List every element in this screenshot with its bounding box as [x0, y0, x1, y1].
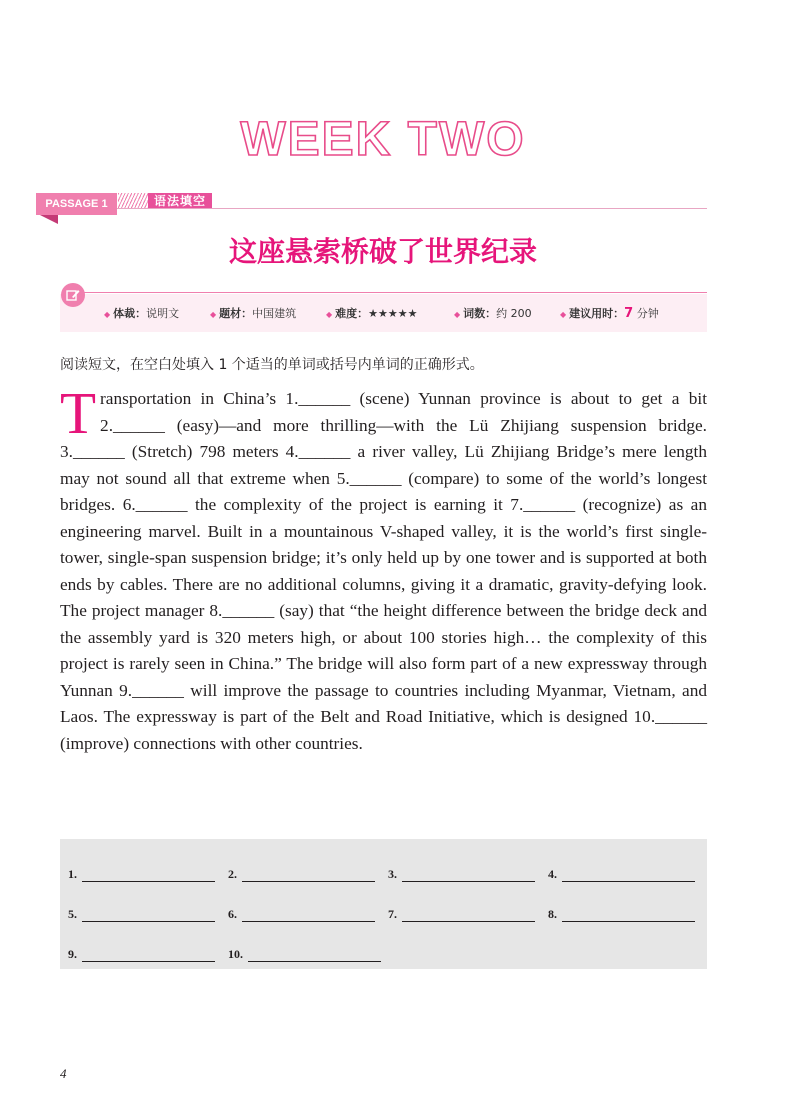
edit-icon — [61, 283, 85, 307]
bullet-icon: ◆ — [326, 310, 333, 319]
passage-label: PASSAGE 1 — [36, 193, 117, 215]
page-number: 4 — [60, 1066, 67, 1081]
answer-blank-10[interactable]: 10. — [228, 947, 381, 962]
passage-body — [60, 380, 707, 757]
info-word-count: ◆ 词数：约 200 — [454, 307, 532, 320]
bullet-icon: ◆ — [560, 310, 567, 319]
bullet-icon: ◆ — [104, 310, 111, 319]
bullet-icon: ◆ — [454, 310, 461, 319]
answer-blank-1[interactable]: 1. — [68, 867, 215, 882]
answer-blank-9[interactable]: 9. — [68, 947, 215, 962]
answer-blank-8[interactable]: 8. — [548, 907, 695, 922]
info-topic: ◆ 题材：中国建筑 — [210, 307, 297, 320]
answer-blank-6[interactable]: 6. — [228, 907, 375, 922]
answer-box — [60, 839, 707, 969]
info-suggested-time: ◆ 建议用时：7 分钟 — [560, 306, 659, 321]
hatch-decoration — [118, 193, 148, 208]
answer-blank-3[interactable]: 3. — [388, 867, 535, 882]
answer-blank-2[interactable]: 2. — [228, 867, 375, 882]
info-difficulty: ◆ 难度：★★★★★ — [326, 307, 418, 320]
info-genre: ◆ 体裁：说明文 — [104, 307, 180, 320]
passage-title: 这座悬索桥破了世界纪录 — [228, 235, 537, 268]
answer-blank-7[interactable]: 7. — [388, 907, 535, 922]
answer-blank-5[interactable]: 5. — [68, 907, 215, 922]
drop-cap: T — [60, 380, 97, 446]
passage-text: ransportation in China’s 1.______ (scene) Yunnan province is about to get a bit 2.______ (easy)—and more thrilling—with the Lü Zhijiang suspension bridge. 3.______ (Stretch) 798 meters 4.______ a river valley, Lü Zhijiang Bridge’s mere length may not sound all that extreme when 5.______ (compare) to some of the world’s longest bridges. 6.______ the complexity of the project is earning it 7.______ (recognize) as an engineering marvel. Built in a mountainous V-shaped valley, it is the world’s first single-tower, single-span suspension bridge; it’s only held up by one tower and is supported at both ends by cables. There are no additional columns, giving it a dramatic, gravity-defying look. The project manager 8.______ (say) that “the height difference between the bridge deck and the assembly yard is 320 meters high, or about 100 stories high… the complexity of this project is rarely seen in China.” The bridge will also form part of a new expressway through Yunnan 9.______ will improve the passage to countries including Myanmar, Vietnam, and Laos. The expressway is part of the Belt and Road Initiative, which is designed 10.______ (improve) connections with other countries. — [60, 389, 707, 753]
instructions: 阅读短文，在空白处填入 1 个适当的单词或括号内单词的正确形式。 — [60, 357, 484, 373]
info-divider — [84, 292, 707, 293]
exercise-type-tag: 语法填空 — [148, 193, 212, 208]
bullet-icon: ◆ — [210, 310, 217, 319]
passage-tab-fold — [40, 215, 58, 224]
week-title: WEEK TWO — [240, 113, 526, 166]
answer-blank-4[interactable]: 4. — [548, 867, 695, 882]
